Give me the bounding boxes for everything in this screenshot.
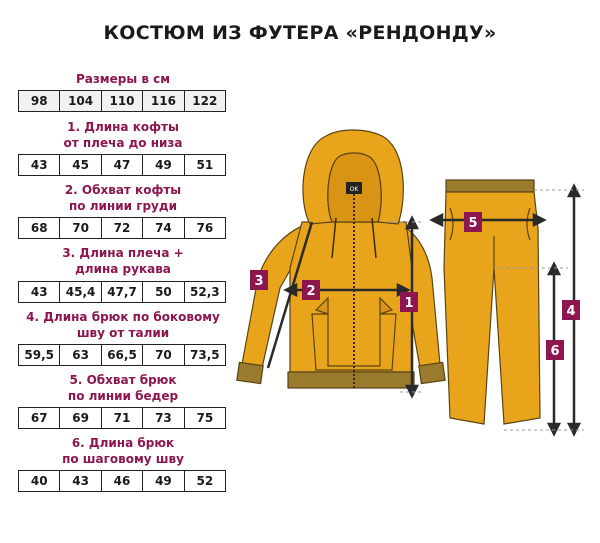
value-cell: 63 <box>60 345 101 365</box>
size-cell: 104 <box>60 91 101 111</box>
pants-drawing <box>444 180 540 424</box>
value-cell: 76 <box>196 221 214 235</box>
value-cell: 73 <box>143 408 184 428</box>
value-cell: 66,5 <box>102 345 143 365</box>
size-cell: 122 <box>192 94 218 108</box>
measurement-row <box>18 344 226 366</box>
label-line: по линии груди <box>69 199 177 213</box>
label-line: 5. Обхват брюк <box>69 373 177 387</box>
value-cell: 51 <box>196 158 214 172</box>
measurement-label <box>18 435 228 467</box>
value-cell: 43 <box>19 282 60 302</box>
value-cell: 59,5 <box>19 345 60 365</box>
value-cell: 71 <box>102 408 143 428</box>
value-cell: 74 <box>143 218 184 238</box>
label-line: по шаговому шву <box>62 452 184 466</box>
page-title: КОСТЮМ ИЗ ФУТЕРА «РЕНДОНДУ» <box>103 22 497 44</box>
label-line: шву от талии <box>76 326 170 340</box>
measurement-row <box>18 154 226 176</box>
marker-4-label: 4 <box>566 304 576 319</box>
sizes-row <box>18 90 226 112</box>
value-cell: 49 <box>143 155 184 175</box>
measurement-row <box>18 470 226 492</box>
measurement-label <box>18 245 228 277</box>
value-cell: 73,5 <box>190 348 220 362</box>
value-cell: 52,3 <box>190 285 220 299</box>
value-cell: 47,7 <box>102 282 143 302</box>
sizes-heading: Размеры в см <box>75 72 171 86</box>
value-cell: 50 <box>143 282 184 302</box>
measurement-label <box>18 182 228 214</box>
size-cell: 110 <box>102 91 143 111</box>
value-cell: 69 <box>60 408 101 428</box>
label-line: 4. Длина брюк по боковому <box>26 310 220 324</box>
measurement-row <box>18 281 226 303</box>
value-cell: 45,4 <box>60 282 101 302</box>
size-cell: 116 <box>143 91 184 111</box>
measurement-row <box>18 407 226 429</box>
value-cell: 43 <box>19 155 60 175</box>
size-cell: 98 <box>19 91 60 111</box>
value-cell: 40 <box>19 471 60 491</box>
label-line: 6. Длина брюк <box>71 436 175 450</box>
marker-2-label: 2 <box>306 284 316 299</box>
measurement-row <box>18 217 226 239</box>
marker-5-label: 5 <box>468 216 478 231</box>
garment-illustration <box>228 118 590 438</box>
measurement-label <box>18 309 228 341</box>
measurement-label <box>18 119 228 151</box>
label-line: 1. Длина кофты <box>67 120 179 134</box>
marker-3-label: 3 <box>254 274 264 289</box>
value-cell: 45 <box>60 155 101 175</box>
label-line: 3. Длина плеча + <box>62 246 184 260</box>
value-cell: 67 <box>19 408 60 428</box>
label-line: по линии бедер <box>67 389 179 403</box>
value-cell: 70 <box>60 218 101 238</box>
value-cell: 72 <box>102 218 143 238</box>
value-cell: 46 <box>102 471 143 491</box>
label-line: 2. Обхват кофты <box>64 183 182 197</box>
value-cell: 43 <box>60 471 101 491</box>
value-cell: 47 <box>102 155 143 175</box>
label-line: от плеча до низа <box>63 136 183 150</box>
label-line: длина рукава <box>75 262 171 276</box>
value-cell: 68 <box>19 218 60 238</box>
value-cell: 49 <box>143 471 184 491</box>
logo-text: OK <box>349 186 359 193</box>
measurement-label <box>18 372 228 404</box>
value-cell: 75 <box>196 411 214 425</box>
value-cell: 52 <box>196 474 214 488</box>
marker-1-label: 1 <box>404 296 414 311</box>
value-cell: 70 <box>143 345 184 365</box>
hoodie-drawing <box>237 130 445 388</box>
marker-6-label: 6 <box>550 344 560 359</box>
